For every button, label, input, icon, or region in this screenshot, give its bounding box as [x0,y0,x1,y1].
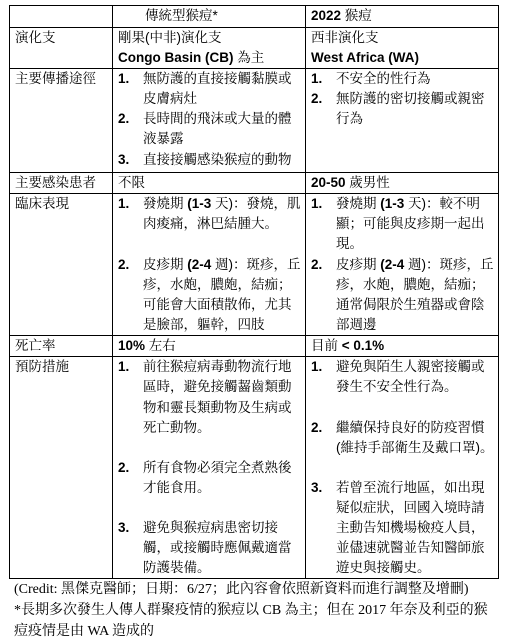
list-item-line [118,458,302,478]
patients-age-range: 20-50 [311,175,346,191]
list-item [118,150,302,170]
list-text: 前往猴痘病毒動物流行地 [143,359,292,375]
list-item-line: 肉痠痛，淋巴結腫大。 [143,216,278,232]
list-text: 直接接觸感染猴痘的動物 [143,151,292,167]
cell-patients-traditional: 不限 [113,173,306,194]
list-item-line [118,194,302,214]
list-item-line [311,478,495,498]
list-item-line: 部週邊 [336,316,377,332]
list-item-line [118,69,302,89]
list-text: 不安全的性行為 [336,71,431,87]
list-item-line [311,89,495,109]
list-item-line: 現。 [336,236,363,252]
row-label-patients: 主要感染患者 [10,173,113,194]
list-duration: (2-4 [187,256,212,272]
list-item-line: 疹，水皰，膿皰，結痂； [143,276,292,292]
list-number: 1. [311,196,323,212]
clade-current-name: 西非演化支 [311,30,379,45]
list-item-line: 疹，水皰，膿皰，結痂； [336,276,485,292]
row-label-clinical: 臨床表現 [10,194,113,336]
list-item-line: 觸，或接觸時應佩戴適當 [143,540,292,556]
credit-line: (Credit: 黑傑克醫師；日期：6/27；此內容會依照新資料而進行調整及增刪) [14,582,469,597]
list-number: 3. [118,151,130,167]
list-text: 若曾至流行地區，如出現 [336,479,485,495]
list-number: 1. [311,359,323,375]
list-item-line [311,255,495,275]
list-item [311,194,495,254]
header-corner-cell [10,6,113,28]
list-text: 發燒期 [336,196,381,212]
list-number: 2. [118,459,130,475]
clade-traditional-code-line [118,48,302,68]
list-duration: (1-3 [380,196,405,212]
row-prevention [10,357,499,579]
mortality-traditional-qualifier: 左右 [145,338,176,354]
row-transmission [10,69,499,173]
cell-mortality-current [306,336,499,357]
cell-clinical-traditional [113,194,306,336]
list-text: 無防護的密切接觸或親密 [336,91,485,107]
list-number: 3. [118,520,130,536]
list-number: 1. [311,71,323,87]
list-item-line: 並儘速就醫並告知醫師旅 [336,540,485,556]
list-item-line: 可能會大面積散佈，尤其 [143,296,292,312]
header-traditional-cell [113,6,306,28]
header-2022-cell [306,6,499,28]
cell-mortality-traditional [113,336,306,357]
row-clade [10,28,499,69]
list-item [311,357,495,397]
mortality-current-value: < 0.1% [341,338,385,354]
list-item [118,194,302,234]
row-mortality [10,336,499,357]
list-item-line: 通常侷限於生殖器或會陰 [336,296,485,312]
list-duration: (1-3 [187,196,212,212]
patients-sex: 歲男性 [345,175,390,191]
list-item-line [311,69,495,89]
list-text: 發燒期 [143,196,188,212]
list-text: 長時間的飛沫或大量的體 [143,111,292,127]
list-item-line [118,109,302,129]
list-text: 無防護的直接接觸黏膜或 [143,71,292,87]
list-item-line: 死亡動物。 [143,419,211,435]
header-2022-year: 2022 [311,8,342,23]
footnote-line: 痘疫情是由 WA 造成的 [14,624,154,639]
list-item-line: (維持手部衛生及戴口罩)。 [336,439,494,455]
list-text: 天)：較不明 [404,196,481,212]
row-clinical [10,194,499,336]
list-item-line: 區時，避免接觸齧齒類動 [143,379,292,395]
list-text: 繼續保持良好的防疫習慣 [336,419,485,435]
list-item [311,478,495,578]
footnote-line: *長期多次發生人傳人群聚疫情的猴痘以 CB 為主；但在 2017 年奈及利亞的猴 [14,603,488,618]
list-item-line [118,255,302,275]
cell-patients-current [306,173,499,194]
list-item-line: 才能食用。 [143,479,211,495]
cell-clinical-current [306,194,499,336]
list-item-line: 液暴露 [143,131,184,147]
cell-clade-traditional [113,28,306,69]
list-text: 避免與猴痘病患密切接 [143,520,278,536]
clade-traditional-name: 剛果(中非)演化支 [118,30,222,45]
list-item-line: 防護裝備。 [143,560,211,576]
list-item-line [118,518,302,538]
list-item-line: 主動告知機場檢疫人員， [336,520,485,536]
list-text: 皮疹期 [336,256,381,272]
list-number: 3. [311,479,323,495]
list-item-line: 是臉部，軀幹，四肢 [143,316,265,332]
row-label-clade: 演化支 [10,28,113,69]
list-item-line [311,418,495,438]
list-item [311,69,495,89]
list-item [118,109,302,149]
list-number: 1. [118,196,130,212]
row-patients [10,173,499,194]
list-number: 2. [118,256,130,272]
list-text: 週)：斑疹，丘 [404,256,494,272]
clade-traditional-code: Congo Basin (CB) [118,50,234,66]
list-item-line: 發生不安全性行為。 [336,379,458,395]
list-duration: (2-4 [380,256,405,272]
row-label-transmission: 主要傳播途徑 [10,69,113,173]
list-text: 天)：發燒，肌 [211,196,301,212]
list-item-line [118,357,302,377]
list-text: 避免與陌生人親密接觸或 [336,359,485,375]
cell-clade-current [306,28,499,69]
cell-prevention-traditional [113,357,306,579]
list-item-line [118,150,302,170]
list-number: 2. [311,256,323,272]
monkeypox-comparison-table [9,5,499,579]
header-traditional-label: 傳統型猴痘* [145,8,218,23]
footer-notes [14,579,502,642]
list-number: 2. [311,91,323,107]
mortality-current-qualifier: 目前 [311,338,342,354]
row-label-prevention: 預防措施 [10,357,113,579]
clade-current-code: West Africa (WA) [311,50,420,66]
list-item-line: 遊史與接觸史。 [336,560,431,576]
list-item [311,89,495,129]
cell-prevention-current [306,357,499,579]
list-text: 皮疹期 [143,256,188,272]
clade-traditional-note: 為主 [233,50,265,66]
list-item-line: 物和靈長類動物及生病或 [143,399,292,415]
list-item-line: 疑似症狀，回國入境時請 [336,500,485,516]
header-row [10,6,499,28]
list-item [311,255,495,335]
list-item-line: 行為 [336,111,363,127]
list-number: 2. [311,419,323,435]
list-item [118,69,302,109]
list-item-line [311,357,495,377]
list-number: 2. [118,111,130,127]
list-text: 週)：斑疹，丘 [211,256,301,272]
header-2022-label: 猴痘 [341,8,372,23]
list-number: 1. [118,71,130,87]
list-item [118,357,302,437]
cell-transmission-traditional [113,69,306,173]
list-item [311,418,495,458]
list-item [118,518,302,578]
list-item [118,255,302,335]
list-item-line [311,194,495,214]
list-item-line: 顯；可能與皮疹期一起出 [336,216,485,232]
mortality-traditional-value: 10% [118,338,146,354]
row-label-mortality: 死亡率 [10,336,113,357]
list-item [118,458,302,498]
list-item-line: 皮膚病灶 [143,91,197,107]
cell-transmission-current [306,69,499,173]
list-number: 1. [118,359,130,375]
list-text: 所有食物必須完全煮熟後 [143,459,292,475]
